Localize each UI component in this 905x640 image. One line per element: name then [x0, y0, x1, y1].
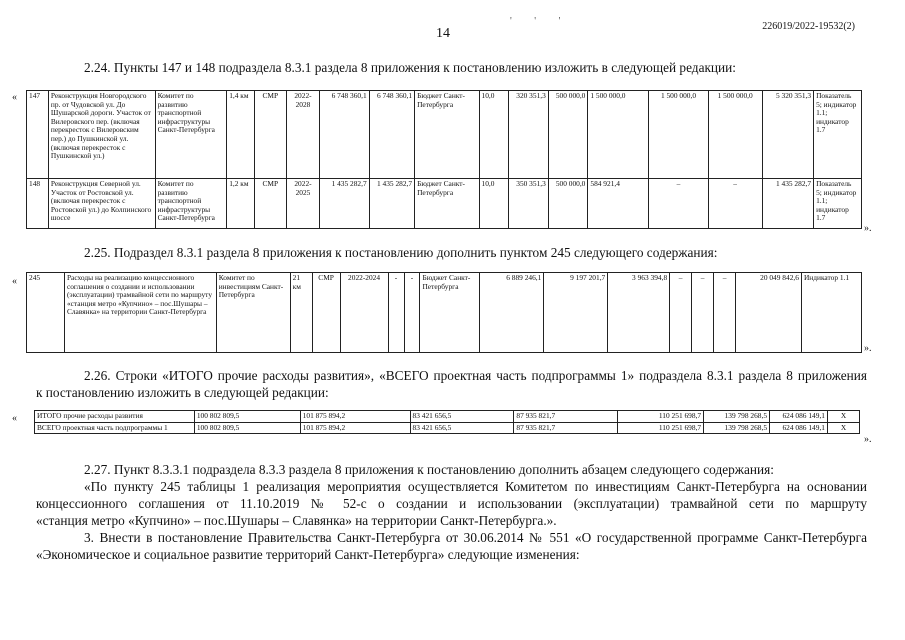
cell-y1: 350 351,3: [509, 179, 549, 229]
cell-source: Бюджет Санкт-Петербурга: [420, 273, 480, 353]
table-point-245: [26, 272, 862, 353]
section-2-27-heading: 2.27. Пункт 8.3.3.1 подраздела 8.3.3 раздела 8 приложения к постановлению дополнить абзацем следующего содержания:: [84, 462, 774, 477]
section-2-24-heading: 2.24. Пункты 147 и 148 подраздела 8.3.1 раздела 8 приложения к постановлению изложить в следующей редакции:: [84, 60, 736, 75]
cell-v2: 101 875 894,2: [300, 422, 410, 434]
table-row: [27, 273, 862, 353]
section-2-27-quote-line2: концессионного соглашения от 11.10.2019 № 52-с о создании и использовании (эксплуатации) трамвайной сети по маршруту: [36, 496, 867, 511]
cell-dash2: -: [404, 273, 420, 353]
cell-type: СМР: [254, 179, 286, 229]
table-row: [35, 411, 860, 423]
cell-y3: 3 963 394,8: [608, 273, 670, 353]
cell-label: ИТОГО прочие расходы развития: [35, 411, 195, 423]
cell-name: Реконструкция Северной ул. Участок от Ростовской ул. (включая перекресток с Ростовской ул.) до Колпинского шоссе: [48, 179, 155, 229]
cell-label: ВСЕГО проектная часть подпрограммы 1: [35, 422, 195, 434]
cell-v6: 139 798 268,5: [704, 422, 770, 434]
cell-v4: 87 935 821,7: [514, 422, 618, 434]
cell-v6: 139 798 268,5: [704, 411, 770, 423]
cell-total: 20 049 842,6: [736, 273, 802, 353]
cell-cost: 1 435 282,7: [320, 179, 369, 229]
cell-y3: 584 921,4: [588, 179, 649, 229]
cell-v1: 100 802 809,5: [194, 411, 300, 423]
cell-x: X: [827, 422, 859, 434]
cell-indicator: Индикатор 1.1: [801, 273, 861, 353]
cell-y4: –: [670, 273, 692, 353]
cell-v2: 101 875 894,2: [300, 411, 410, 423]
cell-dash1: -: [388, 273, 404, 353]
quote-open-3: «: [12, 413, 17, 424]
table-row: [27, 91, 862, 179]
cell-type: СМР: [254, 91, 286, 179]
cell-y5: –: [708, 179, 762, 229]
quote-open-1: «: [12, 92, 17, 103]
cell-rate: 10,0: [479, 91, 509, 179]
cell-num: 245: [27, 273, 65, 353]
cell-y1: 6 889 246,1: [480, 273, 544, 353]
cell-cost2: 1 435 282,7: [369, 179, 414, 229]
table-row: [27, 179, 862, 229]
cell-y5: –: [692, 273, 714, 353]
cell-y4: –: [649, 179, 708, 229]
cell-executor: Комитет по инвестициям Санкт-Петербурга: [216, 273, 290, 353]
section-2-26-line2: к постановлению изложить в следующей редакции:: [36, 385, 329, 400]
section-2-25-heading: 2.25. Подраздел 8.3.1 раздела 8 приложения к постановлению дополнить пунктом 245 следующего содержания:: [84, 245, 718, 260]
cell-cost: 6 748 360,1: [320, 91, 369, 179]
cell-x: X: [827, 411, 859, 423]
cell-y2: 9 197 201,7: [544, 273, 608, 353]
cell-name: Реконструкция Новгородского пр. от Чудовской ул. До Шушарской дороги. Участок от Вилеровского пер. (включая перекресток с Вилеровским пер.) до Пушкинской ул. (включая перекресток с Пушкинской ул.): [48, 91, 155, 179]
cell-type: СМР: [312, 273, 340, 353]
quote-close-2: ».: [864, 343, 872, 354]
cell-y2: 500 000,0: [548, 91, 588, 179]
section-2-26-line1: 2.26. Строки «ИТОГО прочие расходы развития», «ВСЕГО проектная часть подпрограммы 1» подраздела 8.3.1 раздела 8 приложения: [84, 368, 867, 383]
cell-period: 2022-2028: [286, 91, 320, 179]
cell-v3: 83 421 656,5: [410, 411, 514, 423]
cell-length: 1,2 км: [227, 179, 255, 229]
cell-cost2: 6 748 360,1: [369, 91, 414, 179]
cell-source: Бюджет Санкт-Петербурга: [415, 179, 479, 229]
cell-v3: 83 421 656,5: [410, 422, 514, 434]
cell-source: Бюджет Санкт-Петербурга: [415, 91, 479, 179]
cell-indicator: Показатель 5; индикатор 1.1; индикатор 1.7: [814, 91, 862, 179]
cell-v5: 110 251 698,7: [618, 422, 704, 434]
cell-y3: 1 500 000,0: [588, 91, 649, 179]
cell-total: 5 320 351,3: [762, 91, 813, 179]
cell-executor: Комитет по развитию транспортной инфраструктуры Санкт-Петербурга: [155, 91, 227, 179]
section-2-27-quote-line3: «станция метро «Купчино» – пос.Шушары – Славянка» на территории Санкт-Петербурга.».: [36, 513, 557, 528]
table-totals: [34, 410, 860, 434]
section-2-27-quote-line1: «По пункту 245 таблицы 1 реализация мероприятия осуществляется Комитетом по инвестициям Санкт-Петербурга на основании: [84, 479, 867, 494]
cell-v7: 624 086 149,1: [770, 411, 828, 423]
cell-y5: 1 500 000,0: [708, 91, 762, 179]
cell-num: 148: [27, 179, 49, 229]
cell-total: 1 435 282,7: [762, 179, 813, 229]
quote-open-2: «: [12, 276, 17, 287]
cell-period: 2022-2024: [340, 273, 388, 353]
cell-v7: 624 086 149,1: [770, 422, 828, 434]
cell-name: Расходы на реализацию концессионного соглашения о создании и использовании (эксплуатации) трамвайной сети по маршруту «станция метро «Купчино» – пос.Шушары – Славянка» на территории Санкт-Петербурга: [64, 273, 216, 353]
cell-v4: 87 935 821,7: [514, 411, 618, 423]
cell-y2: 500 000,0: [548, 179, 588, 229]
section-3-line2: «Экономическое и социальное развитие территорий Санкт-Петербурга» следующие изменения:: [36, 547, 580, 562]
cell-v1: 100 802 809,5: [194, 422, 300, 434]
page-number: 14: [436, 26, 450, 41]
cell-indicator: Показатель 5; индикатор 1.1; индикатор 1.7: [814, 179, 862, 229]
section-3-line1: 3. Внести в постановление Правительства Санкт-Петербурга от 30.06.2014 № 551 «О государственной программе Санкт-Петербурга: [84, 530, 867, 545]
cell-length: 21 км: [290, 273, 312, 353]
cell-length: 1,4 км: [227, 91, 255, 179]
cell-rate: 10,0: [479, 179, 509, 229]
cell-y6: –: [714, 273, 736, 353]
scan-marks: ' ' ': [510, 16, 571, 27]
cell-period: 2022-2025: [286, 179, 320, 229]
cell-y1: 320 351,3: [509, 91, 549, 179]
cell-v5: 110 251 698,7: [618, 411, 704, 423]
cell-executor: Комитет по развитию транспортной инфраструктуры Санкт-Петербурга: [155, 179, 227, 229]
table-points-147-148: [26, 90, 862, 229]
cell-num: 147: [27, 91, 49, 179]
table-row: [35, 422, 860, 434]
quote-close-1: ».: [864, 223, 872, 234]
document-id: 226019/2022-19532(2): [762, 21, 855, 32]
quote-close-3: ».: [864, 434, 872, 445]
cell-y4: 1 500 000,0: [649, 91, 708, 179]
